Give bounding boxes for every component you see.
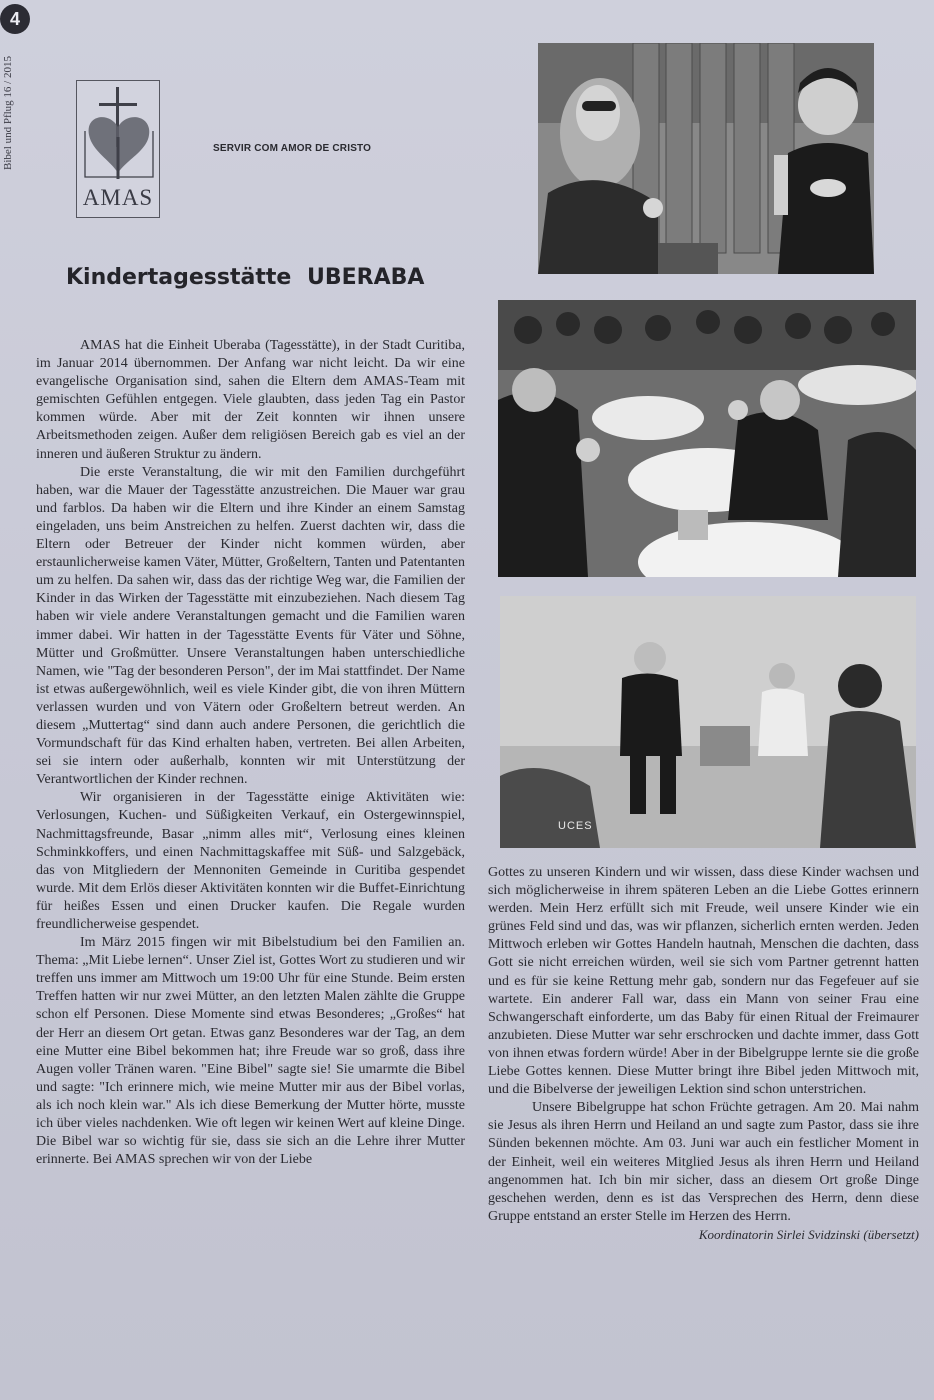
- photo-painting-wall: [538, 43, 874, 274]
- paragraph: Gottes zu unseren Kindern und wir wissen, dass diese Kinder wachsen und sich möglicherweise in ihrem späteren Leben an die Liebe Gottes erinnern werden. Mein Herz erfüllt sich mit Freude, weil unsere Kinder wie ein grünes Feld sind und das, was wir pflanzen, sicherlich ernten werden. Jeden Mittwoch erleben wir Gottes Handeln hautnah, Menschen die dachten, dass Gott sie nicht erreichen würden, weil sie sich vom Partner getrennt hatten und es für sie keine Rettung mehr gab, sondern nur das Fegefeuer auf sie wartete. Ein anderer Fall war, dass ein Mann von seiner Frau eine Schwangerschaft einforderte, um das Baby für einen Ritual der Freimaurer anzubieten. Diese Mutter war sehr erschrocken und dachte immer, dass Gott von ihnen etwas fordern würde! Aber in der Bibelgruppe lernte sie die große Liebe Gottes kennen. Diese Mutter bringt ihre Bibel jeden Mittwoch mit, und die Bibelverse der jeweiligen Lektion sind schon unterstrichen.: [488, 865, 919, 1098]
- paragraph: Die erste Veranstaltung, die wir mit den Familien durchgeführt haben, war die Mauer der Tagesstätte anzustreichen. Die Mauer war grau und farblos. Da haben wir die Eltern und ihre Kinder an einem Samstag eingeladen, uns beim Anstreichen zu helfen. Zuerst dachten wir, dass die Eltern oder Betreuer der Kinder nicht kommen würden, aber erstaunlicherweise kamen Väter, Mütter, Großeltern, Tanten und Patentanten um zu helfen. Da sahen wir, dass das der richtige Weg war, die Familien der Kinder in das Wirken der Tagesstätte mit einzubeziehen. Nach diesem Tag haben wir viele andere Veranstaltungen gemacht und die Familien waren immer dabei. Wir hatten in der Tagesstätte Events für Väter und Söhne, Mütter und Großmütter. Unsere Veranstaltungen haben unterschiedliche Namen, wie "Tag der besonderen Person", der im Mai stattfindet. Der Name ist etwas außergewöhnlich, weil es viele Kinder gibt, die von ihren Müttern verlassen wurden und von Vätern oder Großeltern betreut werden. An diesem „Muttertag“ sind dann auch andere Personen, die gerichtlich die Vormundschaft für das Kind erhalten haben, vertreten. Bei allen Arbeiten, sei sie intern oder außerhalb, konnten wir mit Unterstützung der Verantwortlichen der Kinder rechnen.: [36, 464, 465, 788]
- paragraph: Im März 2015 fingen wir mit Bibelstudium bei den Familien an. Thema: „Mit Liebe lernen“. Unser Ziel ist, Gottes Wort zu studieren und wir treffen uns immer am Mittwoch um 19:00 Uhr für eine Stunde. Beim ersten Treffen hatten wir nur zwei Mütter, an den letzten Malen zählte die Gruppe schon elf Personen. Diese Momente sind etwas Besonderes; „Großes“ hat der Herr an diesem Ort getan. Etwas ganz Besonderes war der Tag, an dem eine Mutter eine Bibel bekommen hat; ihre Freude war so groß, dass ihre Augen voller Tränen waren. "Eine Bibel" sagte sie! Sie umarmte die Bibel und sagte: "Ich erinnere mich, wie meine Mutter mir aus der Bibel vorlas, als ich noch klein war." Als ich diese Bemerkung der Mutter hörte, musste ich über vieles nachdenken. Wie oft legen wir keinen Wert auf kleine Dinge. Die Bibel war so wichtig für sie, dass sie sich an die Lehre ihrer Mutter erinnerte. Bei AMAS sprechen wir von der Liebe: [36, 935, 465, 1168]
- motto: SERVIR COM AMOR DE CRISTO: [213, 143, 372, 154]
- article-column-left: [36, 337, 465, 1169]
- paragraph: Wir organisieren in der Tagesstätte einige Aktivitäten wie: Verlosungen, Kuchen- und Süßigkeiten Verkauf, ein Ostergewinnspiel, Nachmittagsfreunde, Basar „nimm alles mit“, Verlosung eines kleinen Schminkkoffers, und einen Nachmittagskaffee mit Süß- und Salzgebäck, das von Mitgliedern der Mennoniten Gemeinde in Curitiba gespendet wurde. Mit dem Erlös dieser Aktivitäten konnten wir die Buffet-Einrichtung für heißes Essen und einen Drucker kaufen. Die Regale wurden freundlicherweise gespendet.: [36, 790, 465, 932]
- running-footer-vertical: Bibel und Pflug 16 / 2015: [2, 56, 14, 170]
- page-number-badge: 4: [0, 4, 30, 34]
- article-column-right: [488, 864, 919, 1244]
- photo-bible-group: [500, 596, 916, 848]
- paragraph: Unsere Bibelgruppe hat schon Früchte getragen. Am 20. Mai nahm sie Jesus als ihren Herrn und Heiland an und sagte zum Pastor, dass sie ihre Sünden bekennen möchte. Am 03. Juni war auch ein festlicher Moment in der Einheit, weil ein weiteres Mitglied Jesus als ihren Herrn und Heiland angenommen hat. Ich bin mir sicher, dass an diesem Ort große Dinge geschehen werden, denn es ist das Versprechen des Herrn, denn diese Gruppe entstand an erster Stelle im Herzen des Herrn.: [488, 1100, 919, 1224]
- article-headline: Kindertagesstätte UBERABA: [66, 265, 425, 290]
- logo-text: AMAS: [82, 185, 154, 210]
- shirt-print-text: UCES: [558, 820, 593, 832]
- author-signature: Koordinatorin Sirlei Svidzinski (übersetzt): [698, 1226, 919, 1242]
- photo-families-at-tables: [498, 300, 916, 577]
- paragraph: AMAS hat die Einheit Uberaba (Tagesstätte), in der Stadt Curitiba, im Januar 2014 übernommen. Der Anfang war nicht leicht. Da wir eine evangelische Organisation sind, sahen die Eltern dem AMAS-Team mit gemischten Gefühlen entgegen. Viele glaubten, dass jeden Tag ein Pastor kommen würde. Aber mit der Zeit konnten wir ihnen unsere Arbeitsmethoden zeigen. Außer dem religiösen Bereich gab es viel an der inneren und äußeren Struktur zu ändern.: [36, 338, 465, 462]
- amas-logo: [76, 80, 160, 218]
